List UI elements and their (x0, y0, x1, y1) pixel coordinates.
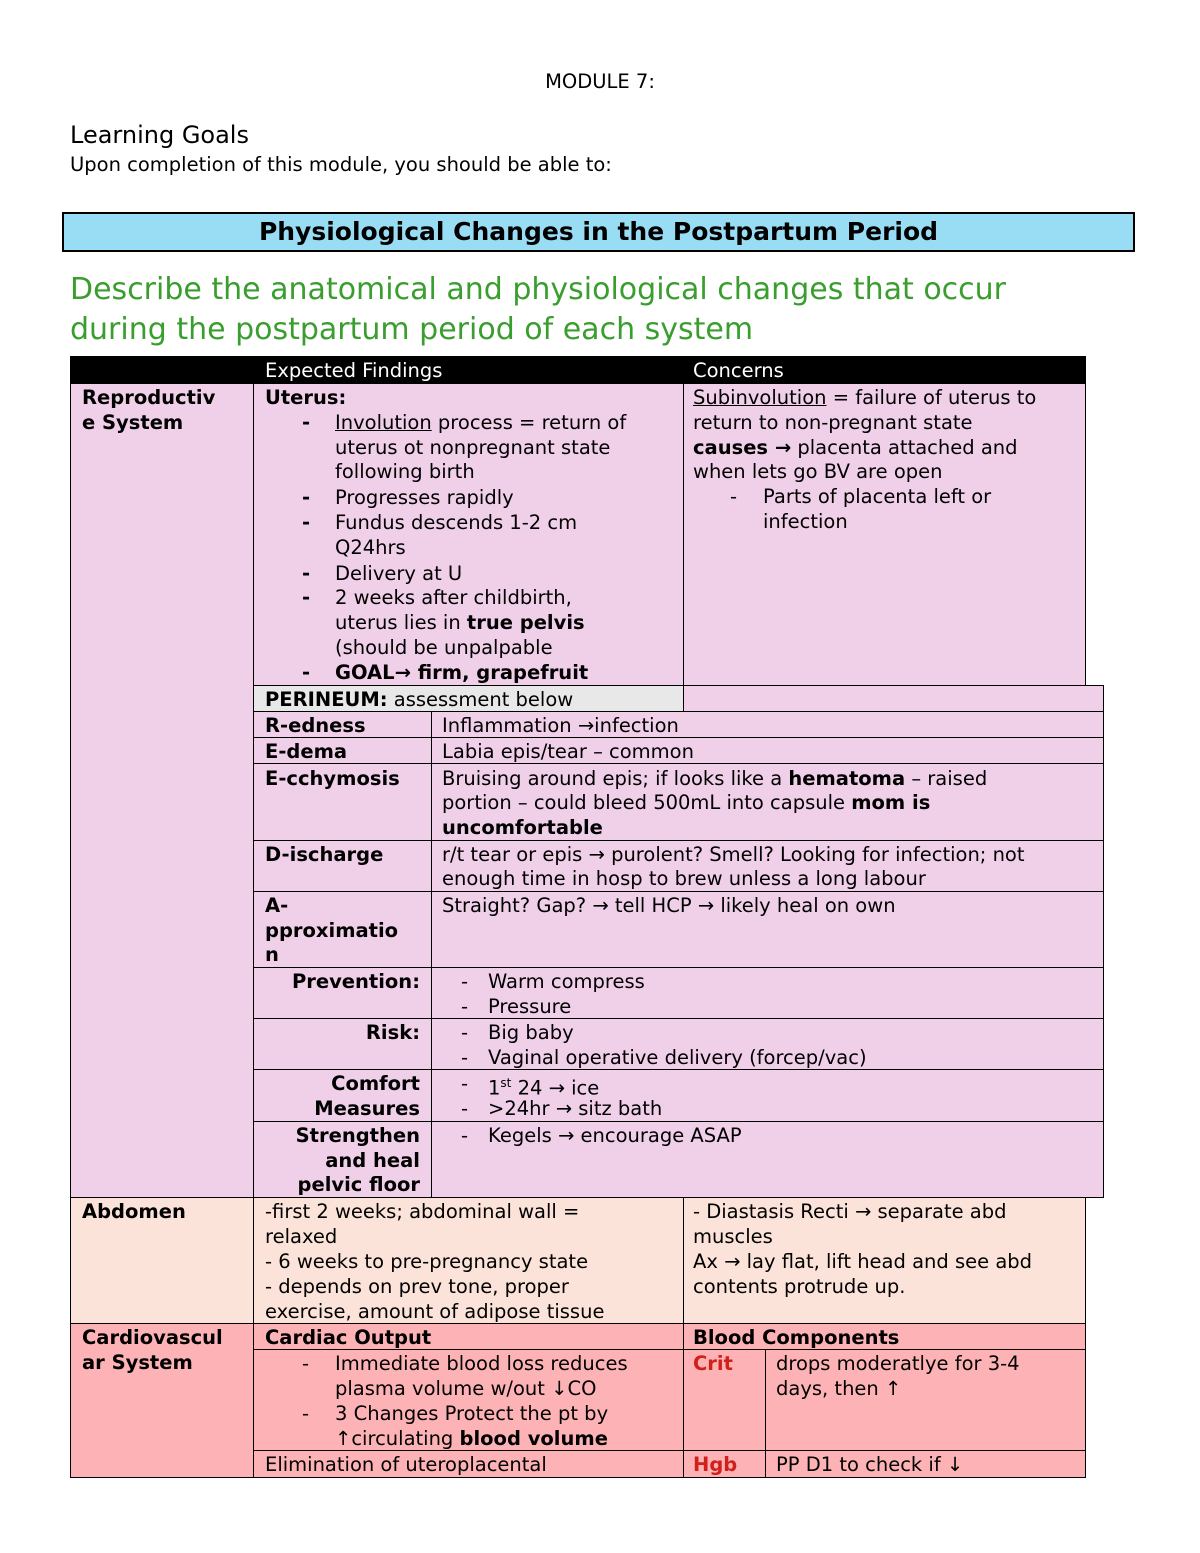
crit-value-2: days, then ↑ (776, 1377, 902, 1400)
causes-rest: placenta attached and (791, 436, 1018, 459)
progresses-line: Progresses rapidly (335, 486, 514, 509)
abdomen-concern-3: Ax → lay flat, lift head and see abd (693, 1250, 1033, 1273)
abdomen-concern-4: contents protrude up. (693, 1275, 906, 1298)
perineum-blank-cell (683, 685, 1104, 712)
weeks-line: 2 weeks after childbirth, (335, 586, 572, 609)
hgb-value: PP D1 to check if ↓ (776, 1453, 964, 1476)
co-line-2: plasma volume w/out ↓CO (335, 1377, 597, 1400)
bullet-dash: - (461, 1124, 469, 1147)
edema-value-cell (431, 737, 1104, 764)
elimination-cell (253, 1450, 684, 1478)
crit-label-cell (683, 1349, 766, 1451)
involution-term: Involution (335, 411, 432, 434)
table-header-concerns (683, 356, 1086, 384)
bullet-dash: - (730, 485, 738, 508)
bullet-dash: - (302, 562, 311, 585)
crit-value-cell (765, 1349, 1086, 1451)
ecchymosis-post: – raised (905, 767, 988, 790)
system-label-cont: e System (82, 411, 184, 434)
risk-value-cell (431, 1018, 1104, 1070)
fundus-line-cont: Q24hrs (335, 536, 406, 559)
expected-findings-header: Expected Findings (265, 359, 443, 382)
perineum-header-cell (253, 685, 684, 712)
risk-label-cell (253, 1018, 432, 1070)
abdomen-expected-3: - 6 weeks to pre-pregnancy state (265, 1250, 589, 1273)
risk-item-2: Vaginal operative delivery (forcep/vac) (488, 1046, 867, 1069)
table-header-expected (253, 356, 684, 384)
perineum-title: PERINEUM: (265, 688, 388, 711)
discharge-line-2: enough time in hosp to brew unless a long labour (442, 867, 926, 890)
fundus-line: Fundus descends 1-2 cm (335, 511, 578, 534)
abdomen-concern-2: muscles (693, 1225, 773, 1248)
strengthen-item: Kegels → encourage ASAP (488, 1124, 742, 1147)
ecchymosis-pre: Bruising around epis; if looks like a (442, 767, 789, 790)
discharge-label-cell (253, 840, 432, 892)
involution-cont2: following birth (335, 460, 475, 483)
bullet-dash: - (302, 486, 311, 509)
ecchymosis-value-cell (431, 763, 1104, 841)
concern-line-4: when lets go BV are open (693, 460, 943, 483)
table-header-system (70, 356, 254, 384)
prevention-item-1: Warm compress (488, 970, 645, 993)
approximation-value: Straight? Gap? → tell HCP → likely heal on own (442, 894, 896, 917)
cardio-label-1: Cardiovascul (82, 1326, 223, 1349)
sub-concern-line-cont: infection (763, 510, 848, 533)
discharge-line-1: r/t tear or epis → purolent? Smell? Looking for infection; not (442, 843, 1025, 866)
learning-goals-heading: Learning Goals (70, 121, 249, 149)
prevention-label: Prevention: (291, 970, 420, 993)
risk-item-1: Big baby (488, 1021, 574, 1044)
intro-text: Upon completion of this module, you should be able to: (70, 153, 612, 176)
abdomen-label: Abdomen (82, 1200, 186, 1223)
strengthen-label-3: pelvic floor (297, 1173, 420, 1196)
bullet-dash: - (461, 1097, 469, 1120)
goal-line: GOAL→ firm, grapefruit (335, 661, 589, 684)
strengthen-label-2: and heal (325, 1149, 420, 1172)
weeks-line-cont2: (should be unpalpable (335, 636, 553, 659)
system-label: Reproductiv (82, 386, 216, 409)
bullet-dash: - (461, 970, 469, 993)
abdomen-expected-4: - depends on prev tone, proper (265, 1275, 569, 1298)
causes-line (693, 435, 1018, 460)
abdomen-concern-1: - Diastasis Recti → separate abd (693, 1200, 1007, 1223)
strengthen-value-cell (431, 1121, 1104, 1198)
approximation-label-1: A- (265, 894, 289, 917)
abdomen-expected-cell (253, 1197, 684, 1324)
ecchymosis-line-2 (442, 790, 930, 815)
comfort-item-2: >24hr → sitz bath (488, 1097, 663, 1120)
comfort-label-cell (253, 1069, 432, 1122)
hematoma-term: hematoma (788, 767, 906, 790)
delivery-line: Delivery at U (335, 562, 463, 585)
bullet-dash: - (302, 1352, 310, 1375)
prevention-item-2: Pressure (488, 995, 572, 1018)
weeks-pre: uterus lies in (335, 611, 467, 634)
involution-rest: process = return of (431, 411, 627, 434)
reproductive-system-cell (70, 383, 254, 1198)
cardiac-output-title-cell (253, 1323, 684, 1350)
involution-cont: uterus ot nonpregnant state (335, 436, 611, 459)
abdomen-concerns-cell (683, 1197, 1086, 1324)
uterus-expected-cell (253, 383, 684, 686)
approximation-value-cell (431, 891, 1104, 968)
abdomen-system-cell (70, 1197, 254, 1324)
redness-label: R-edness (265, 714, 366, 737)
approximation-label-2: pproximatio (265, 919, 399, 942)
strengthen-label-cell (253, 1121, 432, 1198)
involution-line (335, 410, 626, 435)
abdomen-expected-2: relaxed (265, 1225, 338, 1248)
blood-volume: blood volume (459, 1427, 608, 1450)
redness-value: Inflammation →infection (442, 714, 679, 737)
redness-value-cell (431, 711, 1104, 738)
co-line-4-pre: ↑circulating (335, 1427, 460, 1450)
bullet-dash: - (302, 511, 311, 534)
crit-value-1: drops moderatlye for 3-4 (776, 1352, 1020, 1375)
sub-concern-line: Parts of placenta left or (763, 485, 992, 508)
comfort-value-cell (431, 1069, 1104, 1122)
blood-components-title-cell (683, 1323, 1086, 1350)
crit-label: Crit (693, 1352, 733, 1375)
comfort-item-1-sup: st (500, 1076, 512, 1090)
abdomen-expected-1: -first 2 weeks; abdominal wall = (265, 1200, 580, 1223)
prevention-label-cell (253, 967, 432, 1019)
module-title: MODULE 7: (545, 70, 655, 93)
abdomen-expected-5: exercise, amount of adipose tissue (265, 1300, 605, 1323)
cardiac-output-cell (253, 1349, 684, 1451)
bullet-dash: - (461, 1046, 469, 1069)
approximation-label-cell (253, 891, 432, 968)
cardio-system-cell (70, 1323, 254, 1478)
ecchymosis-label: E-cchymosis (265, 767, 400, 790)
edema-label: E-dema (265, 740, 348, 763)
ecchymosis-pre2: portion – could bleed 500mL into capsule (442, 791, 852, 814)
cardio-label-2: ar System (82, 1351, 193, 1374)
uterus-concerns-cell (683, 383, 1086, 686)
section-banner: Physiological Changes in the Postpartum Period (62, 212, 1135, 252)
edema-label-cell (253, 737, 432, 764)
bullet-dash: - (302, 1402, 310, 1425)
bullet-dash: - (302, 586, 311, 609)
comfort-label-1: Comfort (331, 1072, 420, 1095)
objective-line-1: Describe the anatomical and physiological changes that occur (70, 272, 1007, 307)
weeks-line-cont (335, 610, 585, 635)
hgb-label-cell (683, 1450, 766, 1478)
edema-value: Labia epis/tear – common (442, 740, 694, 763)
redness-label-cell (253, 711, 432, 738)
blood-components-title: Blood Components (693, 1326, 900, 1349)
bullet-dash: - (461, 1072, 469, 1095)
hgb-value-cell (765, 1450, 1086, 1478)
objective-line-2: during the postpartum period of each system (70, 312, 754, 347)
subinvolution-rest: = failure of uterus to (826, 386, 1037, 409)
perineum-label (265, 687, 573, 712)
perineum-rest: assessment below (387, 688, 574, 711)
ecchymosis-line-3: uncomfortable (442, 816, 603, 839)
objective-heading (70, 270, 1130, 350)
discharge-value-cell (431, 840, 1104, 892)
comfort-item-1-pre: 1 (488, 1076, 501, 1100)
comfort-item-1-post: 24 → ice (511, 1076, 600, 1100)
concern-line-2: return to non-pregnant state (693, 411, 973, 434)
causes-label: causes → (693, 436, 792, 459)
bullet-dash: - (302, 411, 311, 434)
uterus-title: Uterus: (265, 386, 347, 409)
hgb-label: Hgb (693, 1453, 738, 1476)
approximation-label-3: n (265, 943, 279, 966)
subinvolution-line (693, 385, 1036, 410)
ecchymosis-line-1 (442, 766, 987, 791)
ecchymosis-label-cell (253, 763, 432, 841)
bullet-dash: - (461, 1021, 469, 1044)
co-line-1: Immediate blood loss reduces (335, 1352, 628, 1375)
risk-label: Risk: (365, 1021, 420, 1044)
co-line-4 (335, 1426, 608, 1451)
co-line-3: 3 Changes Protect the pt by (335, 1402, 609, 1425)
prevention-value-cell (431, 967, 1104, 1019)
concerns-header: Concerns (693, 359, 784, 382)
mom-is: mom is (851, 791, 931, 814)
bullet-dash: - (461, 995, 469, 1018)
subinvolution-term: Subinvolution (693, 386, 827, 409)
cardiac-output-title: Cardiac Output (265, 1326, 432, 1349)
discharge-label: D-ischarge (265, 843, 384, 866)
elimination-text: Elimination of uteroplacental (265, 1453, 547, 1476)
true-pelvis: true pelvis (466, 611, 585, 634)
comfort-label-2: Measures (314, 1097, 420, 1120)
strengthen-label-1: Strengthen (295, 1124, 420, 1147)
bullet-dash: - (302, 661, 311, 684)
